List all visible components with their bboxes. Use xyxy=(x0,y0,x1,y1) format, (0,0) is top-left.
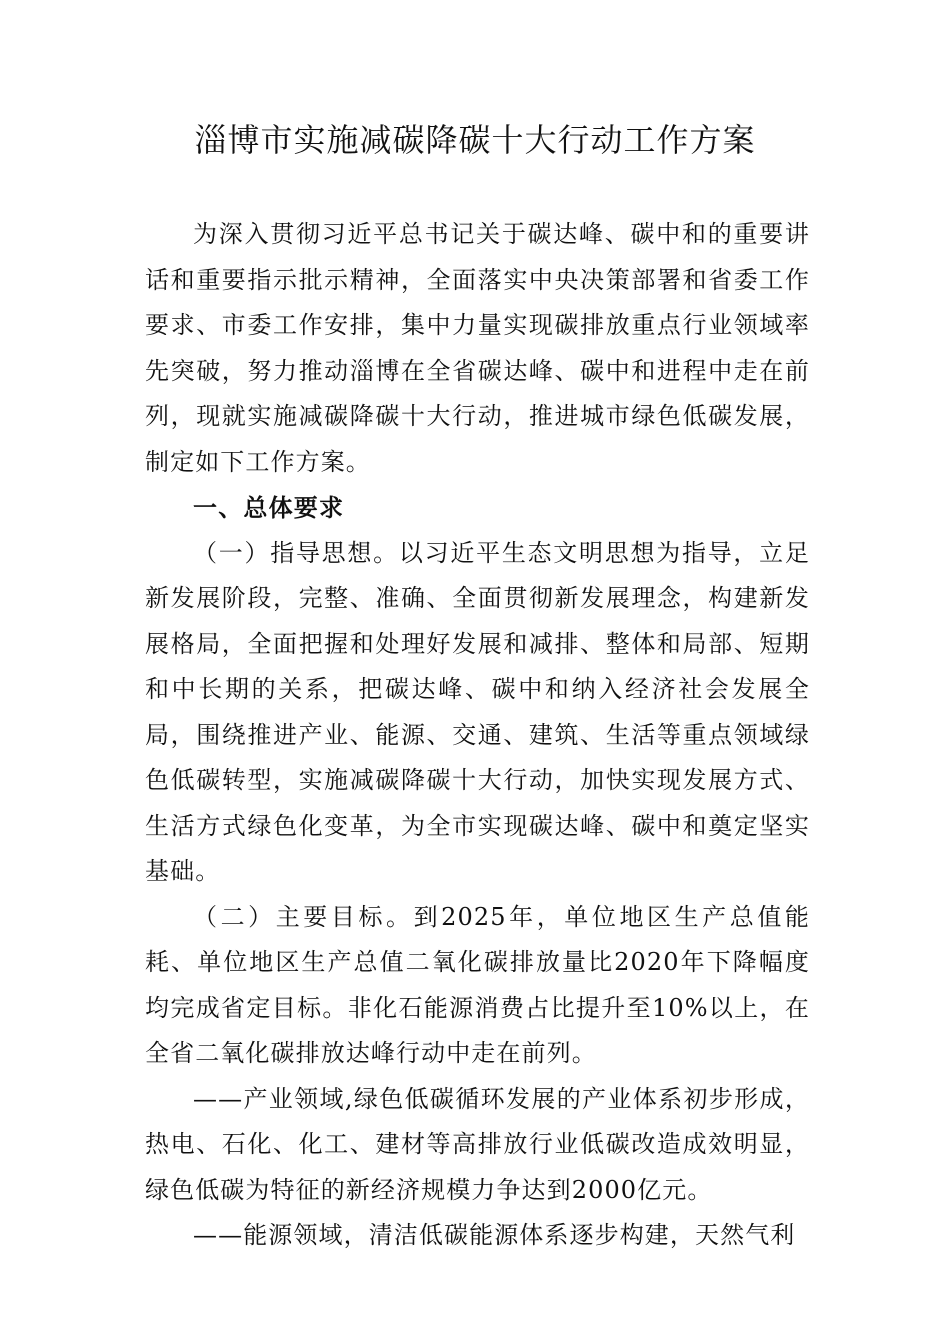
section-heading-general-requirements: 一、总体要求 xyxy=(193,493,345,522)
guiding-ideology-paragraph: （一）指导思想。以习近平生态文明思想为指导，立足新发展阶段，完整、准确、全面贯彻新发展理念，构建新发展格局，全面把握和处理好发展和减排、整体和局部、短期和中长期的关系，把碳达峰、碳中和纳入经济社会发展全局，围绕推进产业、能源、交通、建筑、生活等重点领域绿色低碳转型，实施减碳降碳十大行动，加快实现发展方式、生活方式绿色化变革，为全市实现碳达峰、碳中和奠定坚实基础。 xyxy=(145,538,810,885)
energy-field-paragraph: ——能源领域，清洁低碳能源体系逐步构建，天然气利 xyxy=(193,1221,796,1249)
main-targets-paragraph: （二）主要目标。到2025年，单位地区生产总值能耗、单位地区生产总值二氧化碳排放量比2020年下降幅度均完成省定目标。非化石能源消费占比提升至10%以上，在全省二氧化碳排放达峰行动中走在前列。 xyxy=(145,902,810,1067)
industry-field-paragraph: ——产业领域,绿色低碳循环发展的产业体系初步形成，热电、石化、化工、建材等高排放行业低碳改造成效明显，绿色低碳为特征的新经济规模力争达到2000亿元。 xyxy=(145,1084,810,1204)
document-title: 淄博市实施减碳降碳十大行动工作方案 xyxy=(194,121,756,159)
intro-paragraph: 为深入贯彻习近平总书记关于碳达峰、碳中和的重要讲话和重要指示批示精神，全面落实中央决策部署和省委工作要求、市委工作安排，集中力量实现碳排放重点行业领域率先突破，努力推动淄博在全省碳达峰、碳中和进程中走在前列，现就实施减碳降碳十大行动，推进城市绿色低碳发展，制定如下工作方案。 xyxy=(145,220,810,476)
document-body xyxy=(145,212,810,1259)
